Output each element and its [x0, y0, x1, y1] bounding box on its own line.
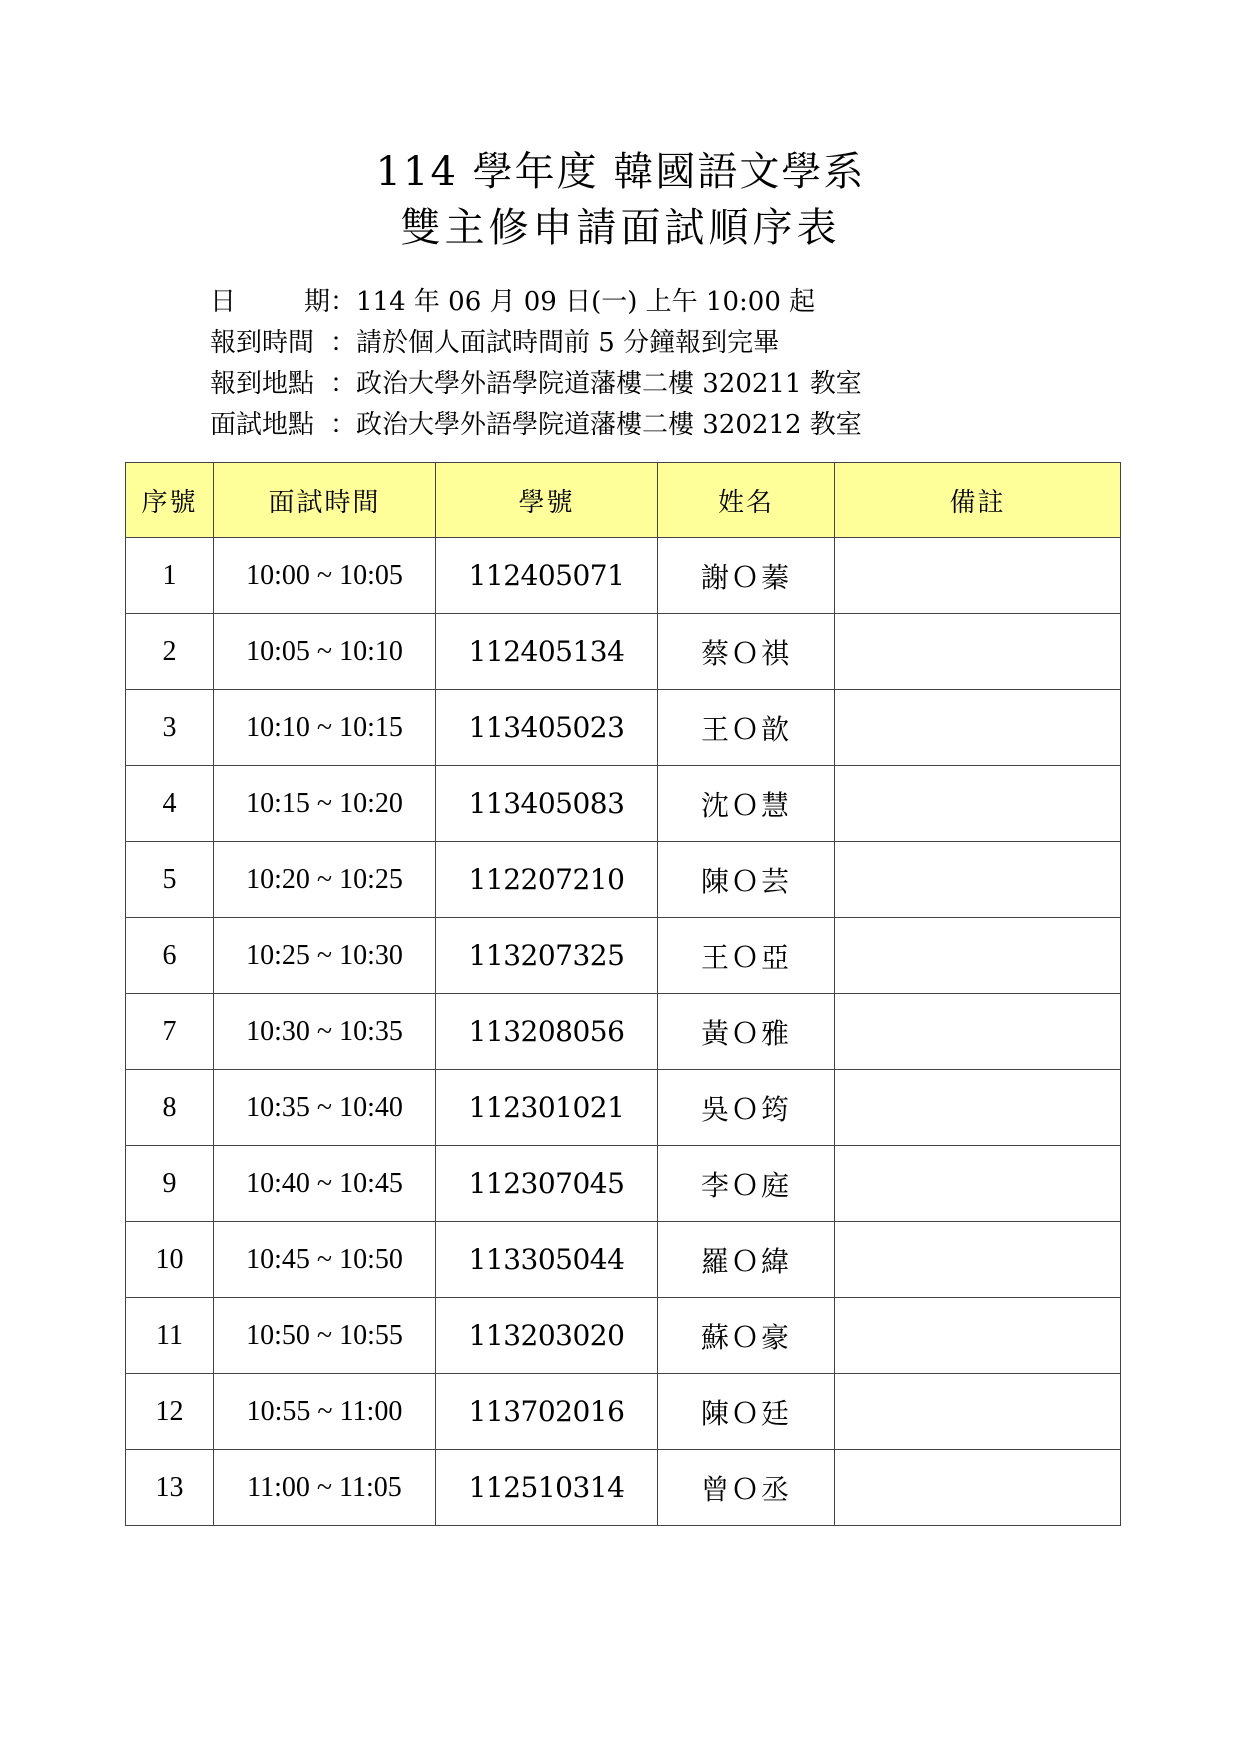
cell-seq: 11 — [126, 1298, 214, 1374]
header-time: 面試時間 — [214, 463, 436, 538]
cell-student-id: 113702016 — [436, 1374, 658, 1450]
info-block — [210, 282, 862, 446]
info-value: 政治大學外語學院道藩樓二樓 320211 教室 — [356, 369, 862, 399]
cell-name: 沈Ｏ慧 — [658, 766, 835, 842]
cell-remarks — [835, 614, 1121, 690]
cell-seq: 9 — [126, 1146, 214, 1222]
table-row — [126, 994, 1121, 1070]
header-student-id: 學號 — [436, 463, 658, 538]
cell-seq: 2 — [126, 614, 214, 690]
cell-name: 王Ｏ亞 — [658, 918, 835, 994]
table-row — [126, 766, 1121, 842]
cell-name: 陳Ｏ芸 — [658, 842, 835, 918]
cell-seq: 8 — [126, 1070, 214, 1146]
info-colon: ： — [330, 328, 357, 358]
cell-time: 10:00 ~ 10:05 — [214, 538, 436, 614]
header-remarks: 備註 — [835, 463, 1121, 538]
table-row — [126, 1222, 1121, 1298]
cell-name: 蘇Ｏ豪 — [658, 1298, 835, 1374]
document-title: 114 學年度 韓國語文學系 — [375, 149, 866, 195]
cell-remarks — [835, 766, 1121, 842]
cell-name: 李Ｏ庭 — [658, 1146, 835, 1222]
info-value: 114 年 06 月 09 日(一) 上午 10:00 起 — [356, 287, 816, 317]
cell-name: 謝Ｏ蓁 — [658, 538, 835, 614]
cell-time: 10:05 ~ 10:10 — [214, 614, 436, 690]
info-row-checkin-time — [210, 323, 862, 364]
cell-student-id: 112207210 — [436, 842, 658, 918]
cell-student-id: 112405134 — [436, 614, 658, 690]
cell-seq: 12 — [126, 1374, 214, 1450]
cell-student-id: 112510314 — [436, 1450, 658, 1526]
info-label: 日 期 — [210, 287, 330, 317]
interview-schedule-table — [125, 462, 1121, 1526]
cell-time: 10:55 ~ 11:00 — [214, 1374, 436, 1450]
cell-student-id: 113305044 — [436, 1222, 658, 1298]
cell-student-id: 112301021 — [436, 1070, 658, 1146]
info-label: 報到地點 — [210, 369, 315, 399]
cell-time: 11:00 ~ 11:05 — [214, 1450, 436, 1526]
cell-seq: 6 — [126, 918, 214, 994]
cell-name: 王Ｏ歆 — [658, 690, 835, 766]
cell-seq: 3 — [126, 690, 214, 766]
table-row — [126, 1070, 1121, 1146]
cell-remarks — [835, 1374, 1121, 1450]
cell-remarks — [835, 538, 1121, 614]
document-subtitle: 雙主修申請面試順序表 — [400, 205, 841, 251]
cell-remarks — [835, 994, 1121, 1070]
cell-remarks — [835, 690, 1121, 766]
info-value: 請於個人面試時間前 5 分鐘報到完畢 — [356, 328, 780, 358]
cell-student-id: 113405023 — [436, 690, 658, 766]
cell-seq: 5 — [126, 842, 214, 918]
header-seq: 序號 — [126, 463, 214, 538]
info-colon: ： — [330, 369, 357, 399]
cell-time: 10:20 ~ 10:25 — [214, 842, 436, 918]
cell-name: 黃Ｏ雅 — [658, 994, 835, 1070]
cell-seq: 7 — [126, 994, 214, 1070]
cell-remarks — [835, 1070, 1121, 1146]
cell-time: 10:15 ~ 10:20 — [214, 766, 436, 842]
cell-remarks — [835, 842, 1121, 918]
cell-seq: 1 — [126, 538, 214, 614]
cell-time: 10:40 ~ 10:45 — [214, 1146, 436, 1222]
cell-name: 陳Ｏ廷 — [658, 1374, 835, 1450]
info-row-checkin-location — [210, 364, 862, 405]
cell-time: 10:25 ~ 10:30 — [214, 918, 436, 994]
cell-student-id: 113405083 — [436, 766, 658, 842]
cell-seq: 13 — [126, 1450, 214, 1526]
header-name: 姓名 — [658, 463, 835, 538]
cell-name: 羅Ｏ緯 — [658, 1222, 835, 1298]
cell-student-id: 113208056 — [436, 994, 658, 1070]
info-label: 面試地點 — [210, 410, 315, 440]
info-row-date — [210, 282, 862, 323]
table-row — [126, 842, 1121, 918]
table-row — [126, 1146, 1121, 1222]
cell-time: 10:10 ~ 10:15 — [214, 690, 436, 766]
cell-name: 吳Ｏ筠 — [658, 1070, 835, 1146]
cell-student-id: 113203020 — [436, 1298, 658, 1374]
table-row — [126, 918, 1121, 994]
cell-name: 曾Ｏ丞 — [658, 1450, 835, 1526]
cell-time: 10:50 ~ 10:55 — [214, 1298, 436, 1374]
table-row — [126, 1298, 1121, 1374]
table-row — [126, 614, 1121, 690]
cell-remarks — [835, 1222, 1121, 1298]
cell-remarks — [835, 1146, 1121, 1222]
cell-student-id: 113207325 — [436, 918, 658, 994]
info-label: 報到時間 — [210, 328, 315, 358]
cell-time: 10:30 ~ 10:35 — [214, 994, 436, 1070]
cell-remarks — [835, 1298, 1121, 1374]
table-row — [126, 538, 1121, 614]
table-header-row — [126, 463, 1121, 538]
info-row-interview-location — [210, 405, 862, 446]
info-colon: ： — [330, 410, 357, 440]
cell-seq: 10 — [126, 1222, 214, 1298]
cell-remarks — [835, 918, 1121, 994]
cell-seq: 4 — [126, 766, 214, 842]
cell-time: 10:45 ~ 10:50 — [214, 1222, 436, 1298]
cell-name: 蔡Ｏ祺 — [658, 614, 835, 690]
table-row — [126, 1450, 1121, 1526]
table-row — [126, 690, 1121, 766]
cell-time: 10:35 ~ 10:40 — [214, 1070, 436, 1146]
cell-remarks — [835, 1450, 1121, 1526]
info-colon: ： — [330, 287, 357, 317]
cell-student-id: 112405071 — [436, 538, 658, 614]
table-row — [126, 1374, 1121, 1450]
cell-student-id: 112307045 — [436, 1146, 658, 1222]
info-value: 政治大學外語學院道藩樓二樓 320212 教室 — [356, 410, 862, 440]
